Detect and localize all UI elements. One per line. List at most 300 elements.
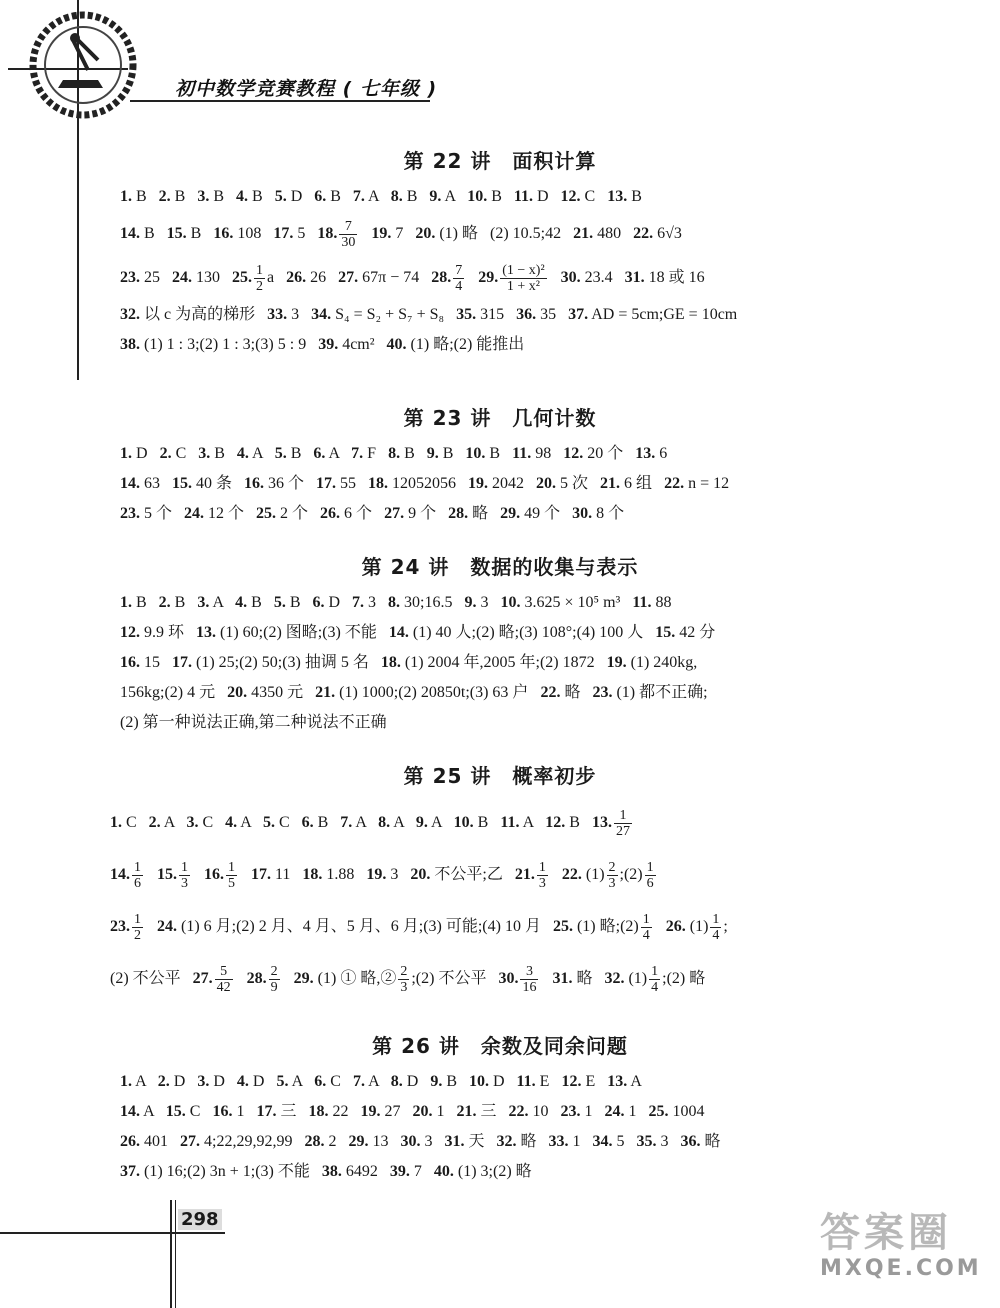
- question-number: 40.: [433, 1163, 454, 1180]
- question-number: 17.: [316, 475, 337, 492]
- answer-text: 1: [432, 1103, 457, 1120]
- compass-logo-icon: [28, 10, 138, 120]
- answer-line: [120, 618, 1000, 648]
- answer-text: 5: [612, 1133, 637, 1150]
- question-number: 30.: [498, 970, 519, 987]
- question-number: 38.: [321, 1163, 342, 1180]
- question-number: 1.: [120, 445, 132, 462]
- answer-text: 3: [656, 1133, 681, 1150]
- answer-line: [110, 901, 1000, 953]
- question-number: 5.: [276, 1073, 289, 1090]
- answer-text: 35: [536, 306, 569, 323]
- answer-text: (1) 60;(2) 图略;(3) 不能: [216, 624, 389, 641]
- answer-text: B: [400, 445, 427, 462]
- question-number: 15.: [172, 475, 192, 492]
- fraction-denominator: 6: [134, 875, 141, 891]
- question-number: 6.: [314, 1073, 327, 1090]
- answer-text: (1): [624, 970, 648, 987]
- answer-text: C: [326, 1073, 353, 1090]
- fraction-denominator: 16: [522, 979, 537, 995]
- fraction-numerator: 1: [642, 911, 650, 927]
- question-number: 21.: [573, 225, 594, 242]
- answer-text: (1) 16;(2) 3n + 1;(3) 不能: [140, 1163, 322, 1180]
- answer-text: 12052056: [388, 475, 469, 492]
- answer-line: [120, 439, 1000, 469]
- question-number: 9.: [430, 1073, 443, 1090]
- fraction-denominator: 42: [216, 979, 231, 995]
- answer-text: 9 个: [404, 505, 449, 522]
- answer-text: 3: [287, 306, 312, 323]
- answer-text: 6 组: [620, 475, 665, 492]
- answer-text: 以 c 为高的梯形: [140, 306, 268, 323]
- answer-text: 480: [593, 225, 634, 242]
- question-number: 17.: [273, 225, 294, 242]
- question-number: 6.: [301, 814, 314, 831]
- answer-text: ;(2) 略: [662, 970, 706, 987]
- answer-text: [239, 866, 251, 883]
- question-number: 15.: [165, 1103, 186, 1120]
- answer-text: B: [140, 225, 167, 242]
- answer-text: 三: [476, 1103, 509, 1120]
- fraction-denominator: 2: [134, 927, 141, 943]
- answer-text: 23.4: [580, 269, 625, 286]
- answer-text: [540, 970, 552, 987]
- answer-text: 6492: [341, 1163, 390, 1180]
- question-number: 16.: [244, 475, 265, 492]
- book-title: 初中数学竞赛教程 ( 七年级 ): [175, 78, 438, 100]
- answer-text: 10: [528, 1103, 561, 1120]
- question-number: 23.: [110, 918, 130, 935]
- answer-text: B: [210, 445, 237, 462]
- answer-line: [120, 1067, 1000, 1097]
- question-number: 24.: [604, 1103, 625, 1120]
- fraction-denominator: 4: [712, 927, 720, 943]
- question-number: 8.: [388, 594, 401, 611]
- question-number: 22.: [540, 684, 561, 701]
- section-title: 第 25 讲 概率初步: [403, 764, 597, 788]
- question-number: 29.: [500, 505, 521, 522]
- answer-text: 略: [516, 1133, 549, 1150]
- answer-text: B: [209, 188, 237, 205]
- answer-text: 13: [368, 1133, 401, 1150]
- fraction: [179, 860, 190, 891]
- answer-text: (1): [581, 866, 605, 883]
- answer-line: [110, 849, 1000, 901]
- fraction-numerator: 1: [538, 859, 546, 875]
- answer-text: 1: [232, 1103, 257, 1120]
- answer-text: 不公平;乙: [430, 866, 515, 883]
- question-number: 14.: [120, 1103, 140, 1120]
- question-number: 35.: [636, 1133, 657, 1150]
- question-number: 5.: [274, 445, 287, 462]
- question-number: 32.: [120, 306, 140, 323]
- answer-text: 7: [391, 225, 416, 242]
- question-number: 1.: [120, 1073, 132, 1090]
- answer-text: 98: [531, 445, 564, 462]
- answer-text: B: [326, 188, 353, 205]
- question-number: 16.: [204, 866, 224, 883]
- answer-text: 36 个: [264, 475, 317, 492]
- answer-text: 63: [140, 475, 172, 492]
- question-number: 7.: [352, 1073, 365, 1090]
- answer-text: F: [363, 445, 389, 462]
- fraction: [641, 912, 652, 943]
- question-number: 19.: [371, 225, 392, 242]
- question-number: 26.: [120, 1133, 140, 1150]
- answer-text: B: [170, 188, 198, 205]
- answer-line: [120, 708, 1000, 738]
- fraction-numerator: 7: [339, 219, 357, 235]
- question-number: 16.: [213, 225, 234, 242]
- question-number: 10.: [467, 188, 488, 205]
- question-number: 28.: [448, 505, 469, 522]
- question-number: 20.: [412, 1103, 433, 1120]
- question-number: 28.: [431, 269, 452, 286]
- question-number: 4.: [236, 445, 249, 462]
- question-number: 6.: [312, 594, 325, 611]
- fraction: [226, 860, 237, 891]
- answer-text: A: [248, 445, 275, 462]
- answer-text: B: [132, 188, 159, 205]
- answer-text: 401: [140, 1133, 180, 1150]
- fraction: [339, 219, 357, 250]
- question-number: 12.: [561, 1073, 582, 1090]
- page-number: 298: [178, 1209, 222, 1230]
- question-number: 15.: [157, 866, 177, 883]
- answer-text: AD = 5cm;GE = 10cm: [588, 306, 738, 323]
- answer-text: 26: [306, 269, 339, 286]
- answer-text: A: [364, 188, 391, 205]
- answer-text: 1: [580, 1103, 605, 1120]
- watermark-url: MXQE.COM: [820, 1256, 982, 1281]
- answer-text: C: [274, 814, 302, 831]
- answer-text: 3: [420, 1133, 445, 1150]
- fraction: [398, 964, 409, 995]
- fraction: [500, 263, 546, 294]
- answer-text: E: [535, 1073, 562, 1090]
- fraction-numerator: 2: [270, 963, 278, 979]
- question-number: 36.: [680, 1133, 701, 1150]
- answer-text: (1) ① 略,②: [313, 970, 397, 987]
- question-number: 22.: [664, 475, 685, 492]
- fraction-denominator: 4: [642, 927, 650, 943]
- question-number: 3.: [197, 188, 210, 205]
- answer-line: [120, 256, 1000, 300]
- answer-text: (1) 2004 年,2005 年;(2) 1872: [400, 654, 607, 671]
- fraction: [537, 860, 548, 891]
- question-number: 34.: [311, 306, 332, 323]
- question-number: 13.: [607, 1073, 628, 1090]
- answer-text: [282, 970, 294, 987]
- answer-text: 5 次: [556, 475, 601, 492]
- answer-line: [120, 330, 1000, 360]
- question-number: 25.: [256, 505, 277, 522]
- fraction-denominator: 9: [270, 979, 278, 995]
- answer-text: D: [286, 188, 315, 205]
- question-number: 4.: [236, 1073, 249, 1090]
- question-number: 4.: [225, 814, 238, 831]
- question-number: 15.: [166, 225, 187, 242]
- question-number: 24.: [157, 918, 177, 935]
- fraction-numerator: 1: [134, 911, 141, 927]
- fraction: [614, 808, 632, 839]
- answer-line: [120, 182, 1000, 212]
- question-number: 3.: [197, 1073, 210, 1090]
- answer-text: 5: [293, 225, 318, 242]
- question-number: 8.: [390, 1073, 403, 1090]
- answer-text: D: [324, 594, 353, 611]
- answer-text: D: [532, 188, 561, 205]
- question-number: 10.: [453, 814, 474, 831]
- answer-text: a: [267, 269, 287, 286]
- answer-text: A: [427, 814, 454, 831]
- question-number: 19.: [606, 654, 627, 671]
- question-number: 19.: [360, 1103, 381, 1120]
- question-number: 30.: [572, 505, 593, 522]
- fraction: [254, 263, 265, 294]
- question-number: 18.: [380, 654, 401, 671]
- answer-text: C: [171, 445, 199, 462]
- section-26: [0, 1030, 1000, 1187]
- footer-v-line-2: [175, 1200, 176, 1308]
- question-number: 38.: [120, 336, 140, 353]
- question-number: 29.: [348, 1133, 369, 1150]
- question-number: 20.: [536, 475, 557, 492]
- answer-text: B: [286, 445, 314, 462]
- answer-text: A: [390, 814, 416, 831]
- fraction-numerator: 1: [181, 859, 188, 875]
- question-number: 37.: [120, 1163, 140, 1180]
- answer-text: ;: [723, 918, 728, 935]
- question-number: 23.: [120, 505, 140, 522]
- question-number: 12.: [563, 445, 584, 462]
- answer-text: A: [140, 1103, 166, 1120]
- question-number: 27.: [192, 970, 213, 987]
- answer-text: C: [198, 814, 226, 831]
- answer-text: S₄ = S₂ + S₇ + S₈: [331, 306, 457, 323]
- fraction-denominator: 3: [181, 875, 188, 891]
- question-number: 40.: [386, 336, 407, 353]
- answer-text: 3.625 × 10⁵ m³: [520, 594, 633, 611]
- answer-text: (1) 6 月;(2) 2 月、4 月、5 月、6 月;(3) 可能;(4) 10 月: [177, 918, 553, 935]
- question-number: 10.: [500, 594, 521, 611]
- question-number: 12.: [560, 188, 581, 205]
- question-number: 14.: [120, 475, 140, 492]
- question-number: 16.: [120, 654, 140, 671]
- question-number: 21.: [315, 684, 336, 701]
- answer-text: 6 个: [340, 505, 385, 522]
- fraction-denominator: 3: [538, 875, 546, 891]
- answer-line: [120, 469, 1000, 499]
- question-number: 32.: [496, 1133, 517, 1150]
- answer-text: C: [122, 814, 149, 831]
- answer-text: 略: [700, 1133, 721, 1150]
- answer-text: ;(2): [619, 866, 643, 883]
- answer-text: D: [132, 445, 160, 462]
- answer-text: B: [485, 445, 513, 462]
- answer-text: 3: [386, 866, 411, 883]
- question-number: 19.: [366, 866, 387, 883]
- question-number: 3.: [198, 445, 211, 462]
- answer-text: [549, 269, 561, 286]
- answer-text: (1) 25;(2) 50;(3) 抽调 5 名: [192, 654, 381, 671]
- answer-text: 2 个: [276, 505, 321, 522]
- answer-text: A: [364, 1073, 391, 1090]
- answer-text: 4cm²: [338, 336, 387, 353]
- question-number: 14.: [120, 225, 140, 242]
- answer-text: 1: [624, 1103, 649, 1120]
- question-number: 13.: [591, 814, 612, 831]
- answer-text: ;(2) 不公平: [411, 970, 499, 987]
- question-number: 24.: [172, 269, 192, 286]
- question-number: 14.: [388, 624, 409, 641]
- question-number: 25.: [232, 269, 252, 286]
- fraction-denominator: 1 + x²: [506, 278, 540, 294]
- question-number: 1.: [110, 814, 122, 831]
- question-number: 8.: [390, 188, 403, 205]
- answer-line: [120, 678, 1000, 708]
- answer-text: 315: [476, 306, 517, 323]
- answer-text: 8 个: [592, 505, 625, 522]
- answer-text: 2042: [488, 475, 537, 492]
- question-number: 10.: [465, 445, 486, 462]
- question-number: 26.: [665, 918, 686, 935]
- question-number: 6.: [314, 188, 327, 205]
- question-number: 39.: [318, 336, 339, 353]
- answer-text: (1) 1 : 3;(2) 1 : 3;(3) 5 : 9: [140, 336, 319, 353]
- question-number: 9.: [426, 445, 439, 462]
- question-number: 11.: [632, 594, 652, 611]
- question-number: 3.: [186, 814, 199, 831]
- question-number: 39.: [389, 1163, 410, 1180]
- fraction-denominator: 27: [615, 823, 630, 839]
- answer-text: (1) 略;(2): [572, 918, 639, 935]
- fraction: [132, 860, 143, 891]
- question-number: 9.: [429, 188, 442, 205]
- answer-text: D: [169, 1073, 198, 1090]
- question-number: 9.: [415, 814, 428, 831]
- question-number: 31.: [444, 1133, 465, 1150]
- answer-line: [120, 212, 1000, 256]
- answer-text: [550, 866, 562, 883]
- question-number: 18.: [302, 866, 323, 883]
- answer-text: (1): [685, 918, 709, 935]
- fraction: [132, 912, 143, 943]
- answer-text: 20 个: [583, 445, 636, 462]
- question-number: 33.: [267, 306, 288, 323]
- answer-text: (1) 40 人;(2) 略;(3) 108°;(4) 100 人: [408, 624, 656, 641]
- answer-text: B: [186, 225, 214, 242]
- answer-text: 40 条: [192, 475, 245, 492]
- question-number: 8.: [388, 445, 401, 462]
- answer-text: D: [402, 1073, 431, 1090]
- question-number: 15.: [655, 624, 676, 641]
- question-number: 20.: [415, 225, 436, 242]
- fraction-numerator: 3: [520, 964, 538, 980]
- answer-text: 6√3: [653, 225, 682, 242]
- answer-text: B: [170, 594, 198, 611]
- answer-text: 49 个: [520, 505, 573, 522]
- answer-text: B: [132, 594, 159, 611]
- answer-text: 2: [324, 1133, 349, 1150]
- question-number: 11.: [513, 188, 533, 205]
- answer-text: 9.9 环: [140, 624, 197, 641]
- question-number: 32.: [604, 970, 625, 987]
- answer-text: A: [627, 1073, 642, 1090]
- question-number: 37.: [568, 306, 589, 323]
- fraction-numerator: 1: [614, 808, 632, 824]
- answer-text: n = 12: [684, 475, 730, 492]
- question-number: 5.: [274, 188, 287, 205]
- fraction-denominator: 4: [651, 979, 659, 995]
- answer-text: A: [160, 814, 187, 831]
- question-number: 5.: [273, 594, 286, 611]
- question-number: 2.: [159, 445, 172, 462]
- answer-text: B: [248, 188, 275, 205]
- answer-text: 三: [276, 1103, 309, 1120]
- question-number: 4.: [236, 188, 249, 205]
- question-number: 27.: [180, 1133, 200, 1150]
- answer-text: 30;16.5: [400, 594, 465, 611]
- fraction-numerator: 5: [215, 964, 233, 980]
- answer-text: 略: [560, 684, 593, 701]
- answer-text: 12 个: [204, 505, 257, 522]
- fraction-numerator: 1: [712, 911, 720, 927]
- question-number: 18.: [317, 225, 338, 242]
- section-title: 第 23 讲 几何计数: [403, 406, 597, 430]
- fraction-denominator: 30: [341, 234, 356, 250]
- answer-text: 6: [655, 445, 668, 462]
- answer-text: D: [248, 1073, 277, 1090]
- answer-text: 18 或 16: [644, 269, 705, 286]
- question-number: 33.: [548, 1133, 569, 1150]
- fraction: [215, 964, 233, 995]
- answer-text: 1: [568, 1133, 593, 1150]
- answer-text: 7: [409, 1163, 434, 1180]
- answer-line: [110, 797, 1000, 849]
- question-number: 21.: [514, 866, 535, 883]
- question-number: 22.: [508, 1103, 529, 1120]
- question-number: 5.: [262, 814, 275, 831]
- question-number: 18.: [308, 1103, 329, 1120]
- question-number: 12.: [545, 814, 566, 831]
- section-25: [0, 760, 1000, 1005]
- answer-text: [145, 866, 157, 883]
- question-number: 29.: [478, 269, 499, 286]
- answer-text: A: [441, 188, 468, 205]
- watermark-logo: [820, 1210, 990, 1300]
- question-number: 9.: [464, 594, 477, 611]
- answer-text: A: [237, 814, 263, 831]
- fraction-numerator: 1: [651, 963, 659, 979]
- question-number: 13.: [196, 624, 217, 641]
- question-number: 34.: [592, 1133, 613, 1150]
- answer-line: [120, 499, 1000, 529]
- fraction: [710, 912, 721, 943]
- answer-text: 1004: [668, 1103, 705, 1120]
- question-number: 31.: [552, 970, 573, 987]
- footer-rule: [0, 1232, 225, 1234]
- question-number: 3.: [197, 594, 210, 611]
- fraction-denominator: 3: [608, 875, 616, 891]
- fraction-numerator: 1: [256, 262, 263, 278]
- question-number: 36.: [516, 306, 537, 323]
- answer-text: (2) 第一种说法正确,第二种说法不正确: [120, 714, 387, 731]
- question-number: 24.: [184, 505, 205, 522]
- answer-text: B: [402, 188, 430, 205]
- answer-text: D: [209, 1073, 237, 1090]
- fraction-numerator: 2: [608, 859, 616, 875]
